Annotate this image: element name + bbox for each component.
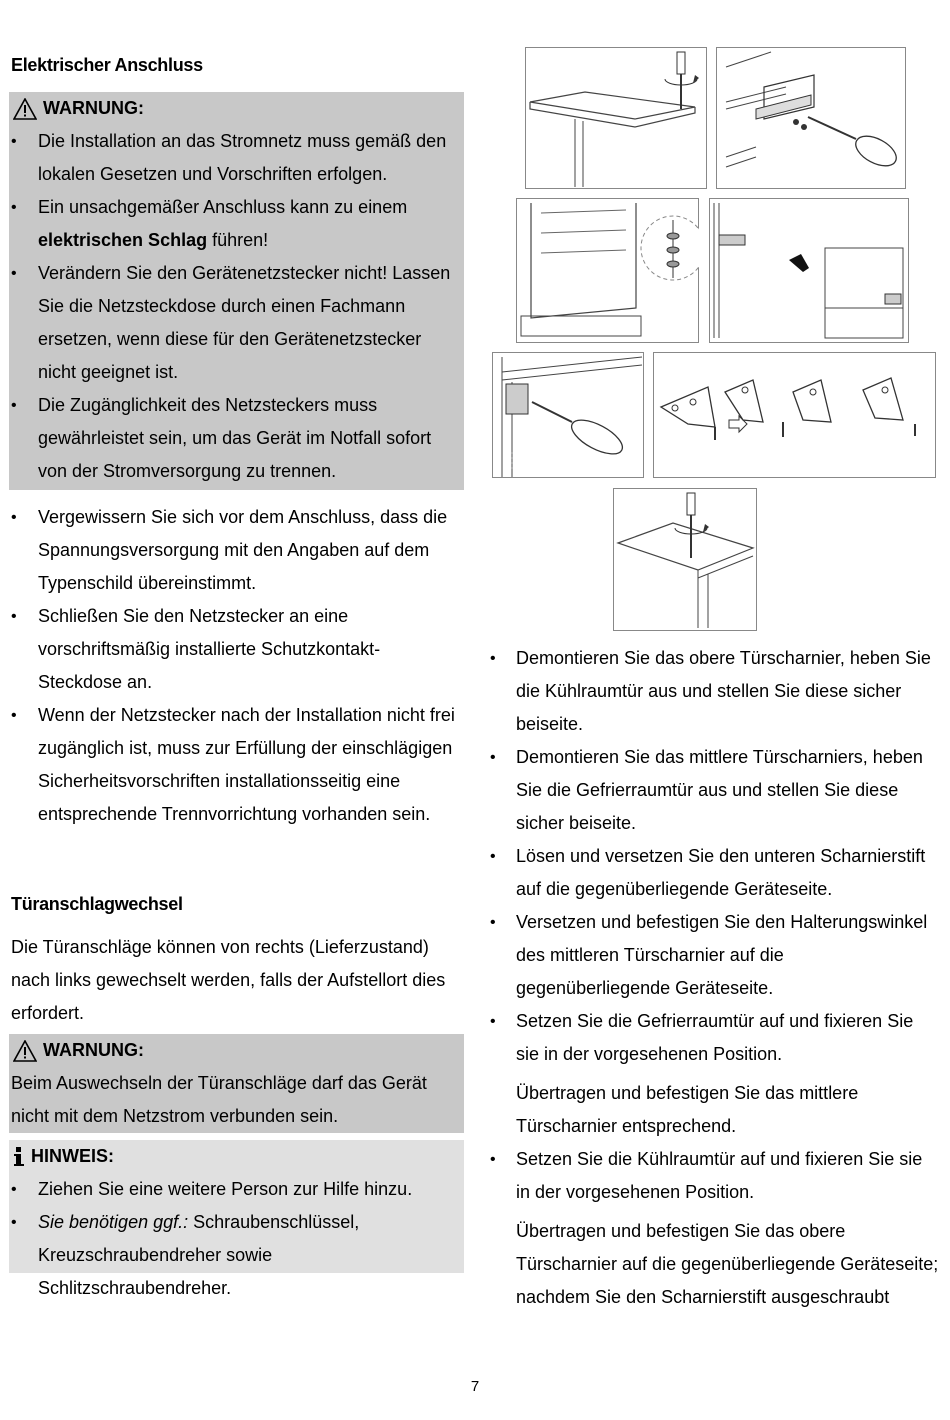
list-item: • Sie benötigen ggf.: Schraubenschlüssel, Kreuzschraubendreher sowie Schlitzschraubendreher. bbox=[9, 1206, 464, 1305]
hint-title: HINWEIS: bbox=[9, 1140, 464, 1173]
section-heading-electrical: Elektrischer Anschluss bbox=[11, 55, 203, 75]
illustration-top-hinge-screw bbox=[525, 47, 707, 189]
warning-box-electrical bbox=[9, 92, 464, 490]
step-note: Übertragen und befestigen Sie das obere Türscharnier auf die gegenüberliegende Geräteseite; nachdem Sie den Scharnierstift ausgeschraubt bbox=[516, 1221, 939, 1307]
list-item: • Verändern Sie den Gerätenetzstecker nicht! Lassen Sie die Netzsteckdose durch einen Fachmann ersetzen, wenn diese für den Gerätenetzstecker nicht geeignet ist. bbox=[9, 257, 464, 389]
list-item: • Lösen und versetzen Sie den unteren Scharnierstift auf die gegenüberliegende Geräteseite. bbox=[488, 840, 940, 906]
list-item: • Schließen Sie den Netzstecker an eine vorschriftsmäßig installierte Schutzkontakt-Steckdose an. bbox=[9, 600, 464, 699]
warning-title: WARNUNG: bbox=[9, 92, 464, 125]
warning-box-door bbox=[9, 1034, 464, 1133]
list-item: • Die Zugänglichkeit des Netzsteckers muss gewährleistet sein, um das Gerät im Notfall sofort von der Stromversorgung zu trennen. bbox=[9, 389, 464, 488]
illustration-middle-hinge bbox=[716, 47, 906, 189]
steps-list bbox=[488, 642, 940, 1314]
list-item: • Vergewissern Sie sich vor dem Anschluss, dass die Spannungsversorgung mit den Angaben auf dem Typenschild übereinstimmt. bbox=[9, 501, 464, 600]
warning-title: WARNUNG: bbox=[9, 1034, 464, 1067]
hint-box bbox=[9, 1140, 464, 1298]
info-icon bbox=[13, 1146, 25, 1168]
list-item: • Die Installation an das Stromnetz muss gemäß den lokalen Gesetzen und Vorschriften erfolgen. bbox=[9, 125, 464, 191]
illustration-bracket-screwdriver bbox=[492, 352, 644, 478]
electrical-list bbox=[9, 501, 464, 831]
illustration-hinge-plates bbox=[653, 352, 936, 478]
illustration-top-hinge-reattach bbox=[613, 488, 757, 631]
step-note: Übertragen und befestigen Sie das mittlere Türscharnier entsprechend. bbox=[516, 1083, 859, 1136]
warning-triangle-icon bbox=[13, 98, 37, 120]
list-item: • Setzen Sie die Gefrierraumtür auf und fixieren Sie sie in der vorgesehenen Position. bbox=[488, 1005, 940, 1071]
warning-text: Beim Auswechseln der Türanschläge darf das Gerät nicht mit dem Netzstrom verbunden sein. bbox=[11, 1073, 427, 1126]
illustration-bottom-hinge-pin bbox=[516, 198, 699, 343]
list-item: • Setzen Sie die Kühlraumtür auf und fixieren Sie sie in der vorgesehenen Position. bbox=[488, 1143, 940, 1209]
page-number: 7 bbox=[470, 1378, 480, 1395]
list-item: • Demontieren Sie das mittlere Türscharniers, heben Sie die Gefrierraumtür aus und stellen Sie diese sicher beiseite. bbox=[488, 741, 940, 840]
illustration-door-remove bbox=[709, 198, 909, 343]
warning-triangle-icon bbox=[13, 1040, 37, 1062]
list-item: • Ein unsachgemäßer Anschluss kann zu einem elektrischen Schlag führen! bbox=[9, 191, 464, 257]
list-item: • Ziehen Sie eine weitere Person zur Hilfe hinzu. bbox=[9, 1173, 464, 1206]
list-item: • Demontieren Sie das obere Türscharnier, heben Sie die Kühlraumtür aus und stellen Sie diese sicher beiseite. bbox=[488, 642, 940, 741]
door-intro: Die Türanschläge können von rechts (Lieferzustand) nach links gewechselt werden, falls der Aufstellort dies erfordert. bbox=[11, 937, 446, 1023]
list-item: • Versetzen und befestigen Sie den Halterungswinkel des mittleren Türscharnier auf die gegenüberliegende Geräteseite. bbox=[488, 906, 940, 1005]
section-heading-door: Türanschlagwechsel bbox=[11, 894, 183, 914]
list-item: • Wenn der Netzstecker nach der Installation nicht frei zugänglich ist, muss zur Erfüllung der einschlägigen Sicherheitsvorschriften installationsseitig eine entsprechende Trennvorrichtung vorhanden sein. bbox=[9, 699, 464, 831]
